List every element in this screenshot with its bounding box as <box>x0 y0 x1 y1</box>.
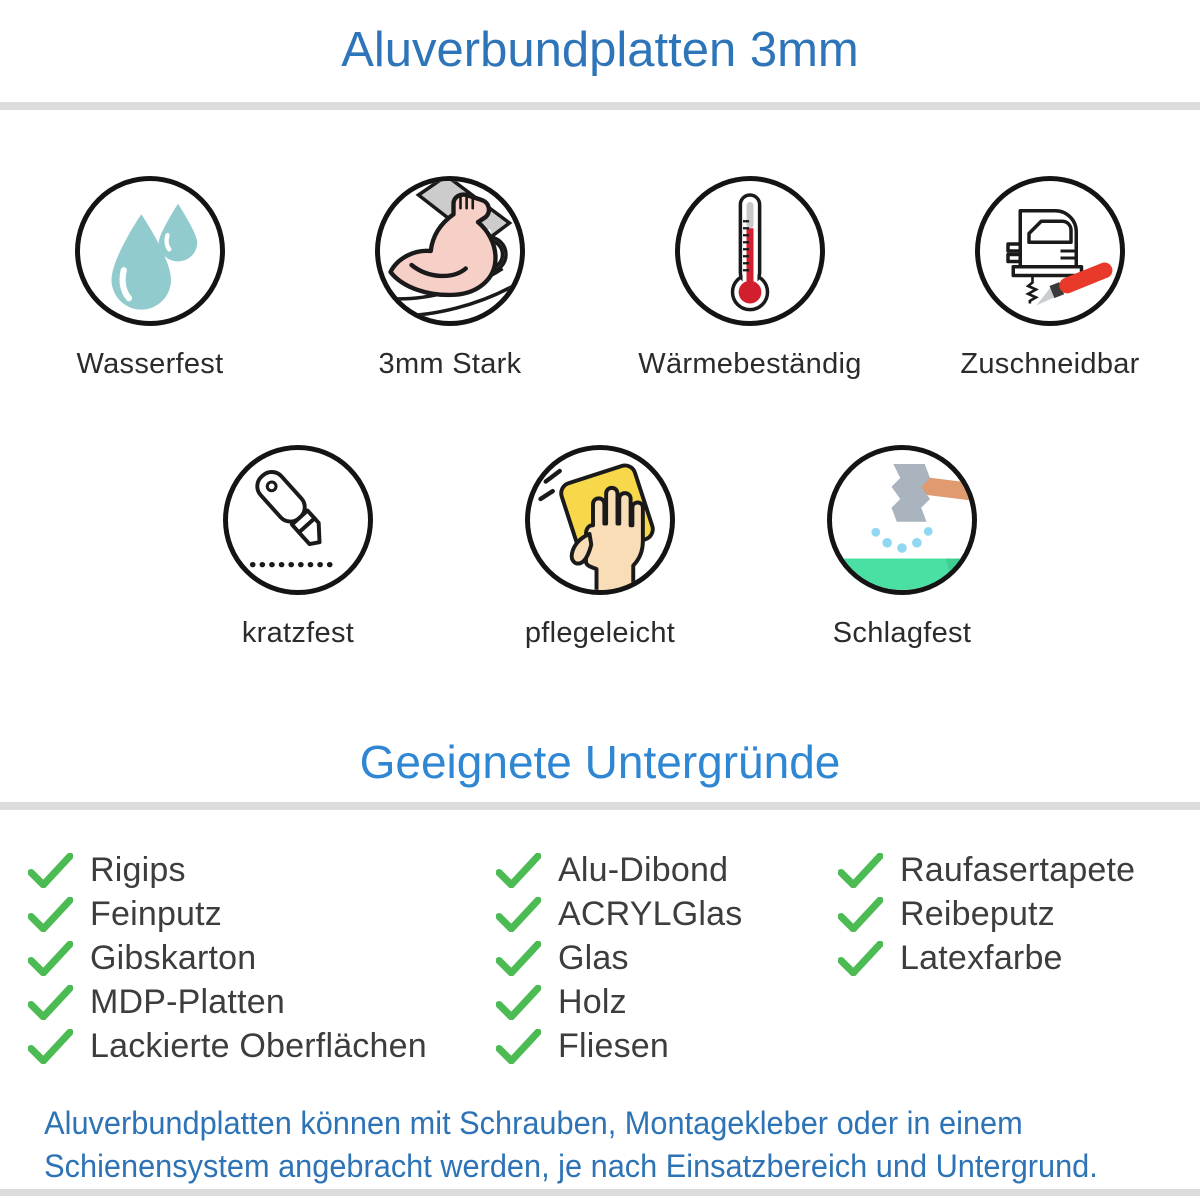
check-icon <box>496 853 541 888</box>
thermometer-icon <box>675 176 825 326</box>
substrates-column-1 <box>28 848 496 1068</box>
substrates-column-2 <box>496 848 838 1068</box>
footer-note <box>0 1102 1152 1188</box>
check-icon <box>28 897 73 932</box>
check-icon <box>838 897 883 932</box>
feature-pflegeleicht <box>449 445 751 650</box>
features-row-2 <box>0 445 1200 650</box>
substrate-label: MDP-Platten <box>90 982 285 1021</box>
feature-label: Schlagfest <box>832 617 972 649</box>
substrate-label: Lackierte Oberflächen <box>90 1026 427 1065</box>
divider-substrates <box>0 802 1200 810</box>
list-item <box>496 936 838 980</box>
feature-kratzfest <box>147 445 449 650</box>
substrate-label: Raufasertapete <box>900 850 1136 889</box>
feature-schlagfest <box>751 445 1053 650</box>
check-icon <box>838 853 883 888</box>
footer-line-2: Schienensystem angebracht werden, je nach Einsatzbereich und Untergrund. <box>44 1148 1098 1184</box>
list-item <box>28 892 496 936</box>
check-icon <box>496 985 541 1020</box>
substrates-list <box>0 848 1200 1068</box>
jigsaw-and-cutter-icon <box>975 176 1125 326</box>
divider-top <box>0 102 1200 110</box>
list-item <box>28 980 496 1024</box>
list-item <box>496 892 838 936</box>
feature-label: pflegeleicht <box>524 617 676 649</box>
check-icon <box>28 941 73 976</box>
feature-zuschneidbar <box>900 176 1200 381</box>
check-icon <box>496 897 541 932</box>
list-item <box>28 848 496 892</box>
list-item <box>838 936 1135 980</box>
substrate-label: Feinputz <box>90 894 223 933</box>
substrate-label: Rigips <box>90 850 186 889</box>
list-item <box>496 848 838 892</box>
substrate-label: ACRYLGlas <box>558 894 743 933</box>
hand-with-cloth-icon <box>525 445 675 595</box>
check-icon <box>28 985 73 1020</box>
features-row-1 <box>0 176 1200 381</box>
utility-knife-icon <box>223 445 373 595</box>
check-icon <box>838 941 883 976</box>
substrate-label: Latexfarbe <box>900 938 1063 977</box>
feature-label: Wärmebeständig <box>638 348 862 380</box>
substrate-label: Alu-Dibond <box>558 850 729 889</box>
feature-label: Wasserfest <box>76 348 224 380</box>
substrate-label: Gibskarton <box>90 938 257 977</box>
page-title: Aluverbundplatten 3mm <box>341 23 859 77</box>
divider-bottom <box>0 1189 1200 1196</box>
section-title-substrates: Geeignete Untergründe <box>359 736 841 788</box>
substrates-column-3 <box>838 848 1135 1068</box>
substrate-label: Fliesen <box>558 1026 670 1065</box>
list-item <box>28 1024 496 1068</box>
feature-wasserfest <box>0 176 300 381</box>
hammer-impact-icon <box>827 445 977 595</box>
list-item <box>838 892 1135 936</box>
list-item <box>28 936 496 980</box>
muscle-arm-panel-roll-icon <box>375 176 525 326</box>
list-item <box>496 980 838 1024</box>
water-drops-icon <box>75 176 225 326</box>
feature-label: kratzfest <box>241 617 355 649</box>
footer-line-1: Aluverbundplatten können mit Schrauben, Montagekleber oder in einem <box>44 1105 1023 1141</box>
substrate-label: Glas <box>558 938 629 977</box>
substrate-label: Reibeputz <box>900 894 1055 933</box>
check-icon <box>496 1029 541 1064</box>
feature-label: 3mm Stark <box>378 348 522 380</box>
list-item <box>838 848 1135 892</box>
feature-3mm-stark <box>300 176 600 381</box>
check-icon <box>496 941 541 976</box>
check-icon <box>28 1029 73 1064</box>
feature-label: Zuschneidbar <box>960 348 1140 380</box>
list-item <box>496 1024 838 1068</box>
feature-waermebestaendig <box>600 176 900 381</box>
substrate-label: Holz <box>558 982 627 1021</box>
check-icon <box>28 853 73 888</box>
